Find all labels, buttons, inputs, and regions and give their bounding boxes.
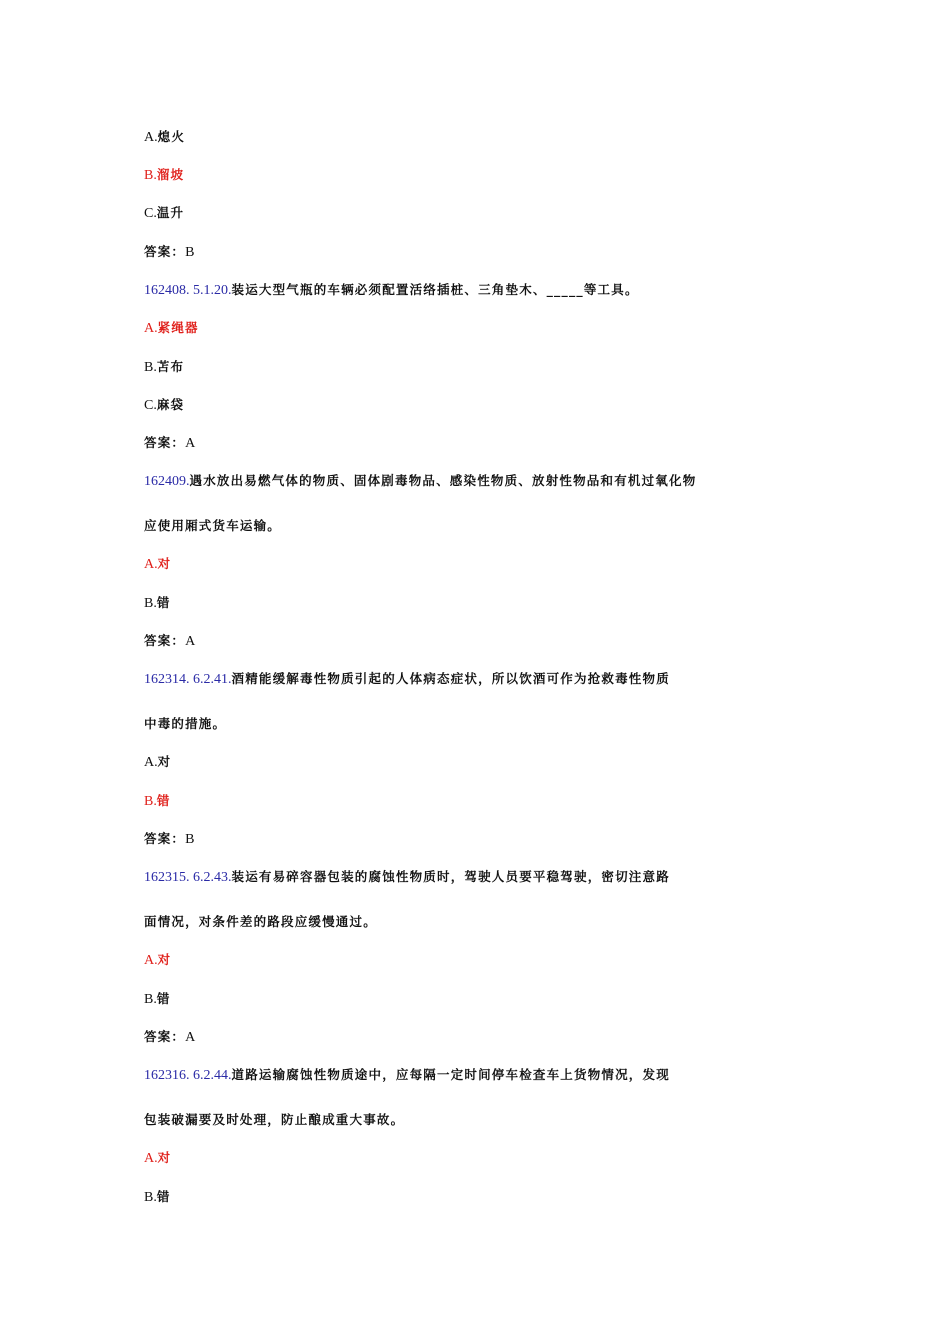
option-label: A. xyxy=(144,953,158,968)
answer-label: 答案： xyxy=(144,435,186,450)
question-line xyxy=(144,868,670,887)
option-line xyxy=(144,1188,171,1207)
option-text: 对 xyxy=(157,1150,172,1165)
option-label: A. xyxy=(144,755,158,770)
answer-value: A xyxy=(185,634,196,649)
option-text: 对 xyxy=(157,556,172,571)
option-label: A. xyxy=(144,130,158,145)
option-text: 紧绳器 xyxy=(157,320,199,335)
option-label: A. xyxy=(144,321,158,336)
option-label: B. xyxy=(144,596,157,611)
option-text: 温升 xyxy=(156,205,185,220)
option-line xyxy=(144,396,184,415)
answer-line xyxy=(144,434,195,453)
option-label: A. xyxy=(144,557,158,572)
answer-value: A xyxy=(185,436,196,451)
option-text: 对 xyxy=(157,754,172,769)
answer-line xyxy=(144,1028,195,1047)
answer-label: 答案： xyxy=(144,1029,186,1044)
option-line-correct xyxy=(144,792,171,811)
question-text: 道路运输腐蚀性物质途中，应每隔一定时间停车检查车上货物情况，发现 xyxy=(231,1067,670,1082)
answer-line xyxy=(144,830,194,849)
question-text: 装运有易碎容器包装的腐蚀性物质时，驾驶人员要平稳驾驶，密切注意路 xyxy=(231,869,670,884)
option-line xyxy=(144,753,171,772)
question-continuation xyxy=(144,913,377,932)
option-line-correct xyxy=(144,319,199,338)
option-label: B. xyxy=(144,168,157,183)
question-text: 中毒的措施。 xyxy=(144,716,227,731)
option-label: A. xyxy=(144,1151,158,1166)
option-text: 麻袋 xyxy=(156,397,185,412)
option-text: 错 xyxy=(156,1189,171,1204)
option-line xyxy=(144,358,184,377)
answer-label: 答案： xyxy=(144,633,186,648)
question-text: 酒精能缓解毒性物质引起的人体病态症状，所以饮酒可作为抢救毒性物质 xyxy=(231,671,670,686)
option-line-correct xyxy=(144,951,171,970)
option-line xyxy=(144,594,171,613)
option-line xyxy=(144,128,185,147)
option-label: B. xyxy=(144,360,157,375)
option-label: C. xyxy=(144,206,157,221)
option-text: 错 xyxy=(156,991,171,1006)
question-text: 遇水放出易燃气体的物质、固体剧毒物品、感染性物质、放射性物品和有机过氧化物 xyxy=(189,473,697,488)
answer-value: B xyxy=(185,245,195,260)
option-line-correct xyxy=(144,166,184,185)
question-continuation xyxy=(144,517,281,536)
option-label: C. xyxy=(144,398,157,413)
option-text: 错 xyxy=(156,595,171,610)
option-label: B. xyxy=(144,1190,157,1205)
question-number: 162316. 6.2.44. xyxy=(144,1068,232,1083)
question-text: 包装破漏要及时处理，防止酿成重大事故。 xyxy=(144,1112,405,1127)
option-label: B. xyxy=(144,794,157,809)
option-line-correct xyxy=(144,555,171,574)
question-number: 162314. 6.2.41. xyxy=(144,672,232,687)
option-line xyxy=(144,204,184,223)
answer-value: A xyxy=(185,1030,196,1045)
question-number: 162408. 5.1.20. xyxy=(144,283,232,298)
question-number: 162315. 6.2.43. xyxy=(144,870,232,885)
answer-line xyxy=(144,632,195,651)
answer-label: 答案： xyxy=(144,244,186,259)
option-line-correct xyxy=(144,1149,171,1168)
question-text: 应使用厢式货车运输。 xyxy=(144,518,282,533)
option-text: 苫布 xyxy=(156,359,185,374)
question-line xyxy=(144,472,696,491)
question-number: 162409. xyxy=(144,474,190,489)
question-text: 面情况，对条件差的路段应缓慢通过。 xyxy=(144,914,377,929)
option-text: 对 xyxy=(157,952,172,967)
question-line xyxy=(144,670,670,689)
question-line xyxy=(144,1066,670,1085)
option-line xyxy=(144,990,171,1009)
option-text: 错 xyxy=(156,793,171,808)
option-label: B. xyxy=(144,992,157,1007)
answer-label: 答案： xyxy=(144,831,186,846)
option-text: 溜坡 xyxy=(156,167,185,182)
question-line xyxy=(144,281,639,300)
question-text: 装运大型气瓶的车辆必须配置活络插桩、三角垫木、_____等工具。 xyxy=(231,282,639,297)
option-text: 熄火 xyxy=(157,129,186,144)
answer-line xyxy=(144,243,194,262)
question-continuation xyxy=(144,1111,404,1130)
question-continuation xyxy=(144,715,226,734)
answer-value: B xyxy=(185,832,195,847)
